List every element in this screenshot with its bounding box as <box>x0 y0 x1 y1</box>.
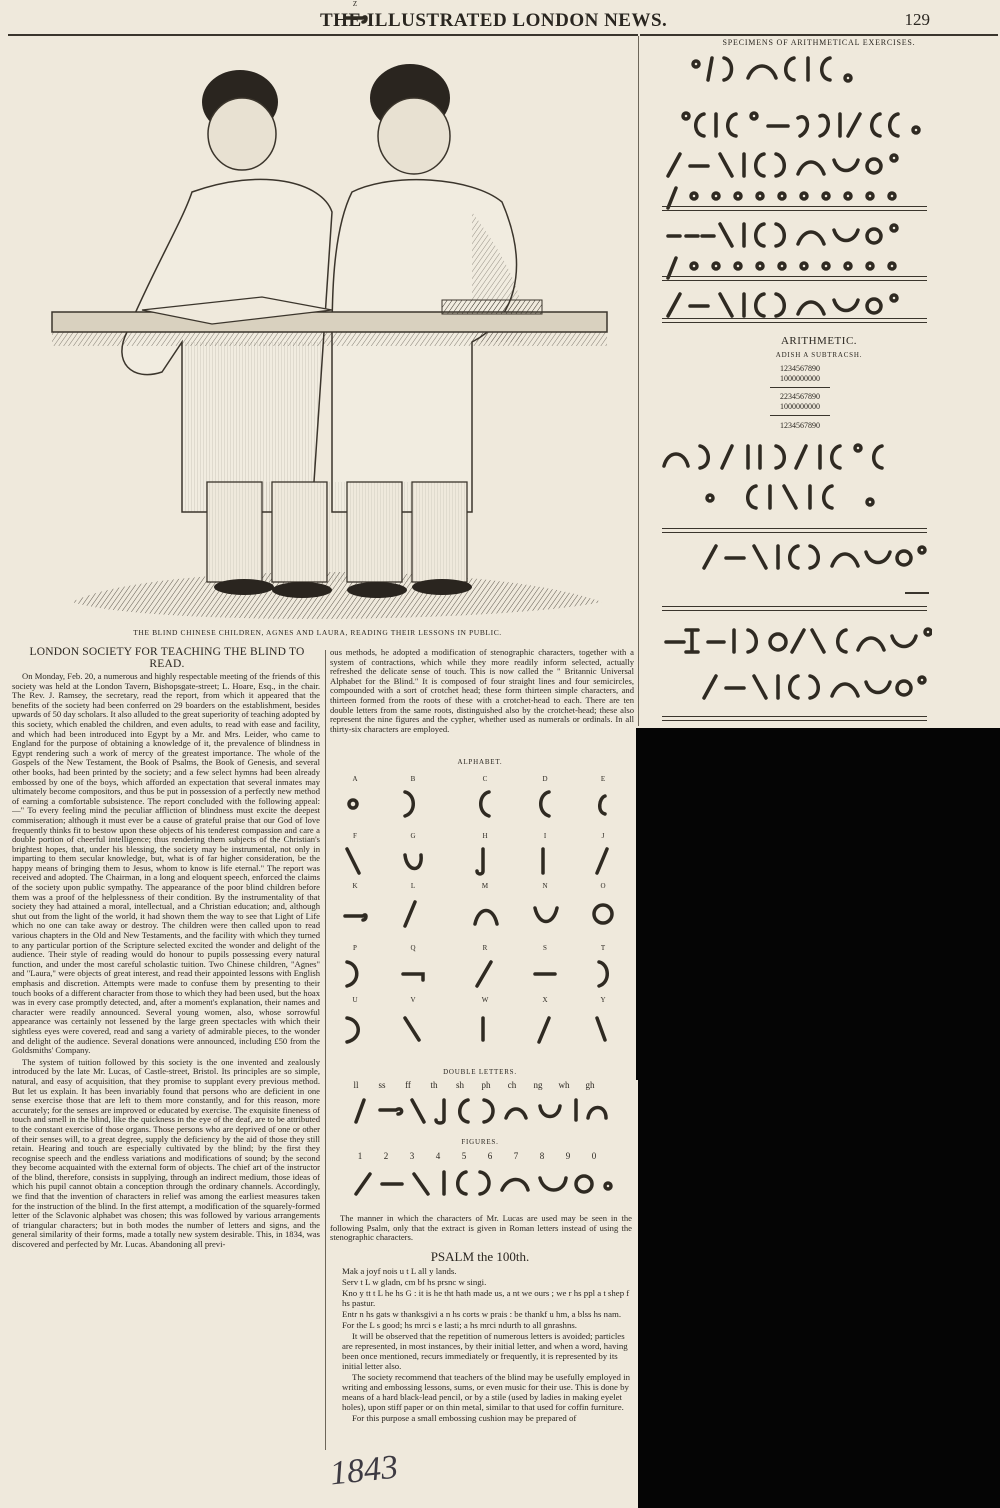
alphabet-letter-label: C <box>482 775 488 783</box>
scan-background <box>636 728 1000 1508</box>
illustration-caption: THE BLIND CHINESE CHILDREN, AGNES AND LAURA, READING THEIR LESSONS IN PUBLIC. <box>133 628 502 637</box>
alphabet-letter-label: W <box>481 996 489 1004</box>
header-rule <box>640 34 998 36</box>
figure-label: 3 <box>409 1151 415 1161</box>
alphabet-letter-label: V <box>410 996 416 1004</box>
exercise-rule <box>662 318 927 323</box>
exercise-rule <box>662 528 927 533</box>
alphabet-glyph <box>343 0 369 37</box>
double-letter-label: ll <box>353 1080 359 1090</box>
exercise-line-1 <box>690 52 890 88</box>
dash-mark <box>905 592 929 594</box>
alphabet-glyph <box>343 845 369 882</box>
alphabet-letter-label: Y <box>600 996 606 1004</box>
double-letter-label: ph <box>481 1080 491 1090</box>
psalm-line: Kno y tt t L he hs G : it is he tht hath made us, a nt we ours ; we r hs ppl a t shep f hs pastur. <box>342 1288 630 1308</box>
number-line: 1234567890 <box>780 364 820 373</box>
column-divider <box>325 650 326 1450</box>
alphabet-letter-label: H <box>482 832 488 840</box>
alphabet-letter-label: B <box>410 775 416 783</box>
figures-title: FIGURES. <box>461 1138 499 1146</box>
number-rule <box>770 387 830 388</box>
alphabet-glyph <box>401 788 427 825</box>
alphabet-letter-label: M <box>481 882 489 890</box>
alphabet-glyph <box>401 1014 427 1051</box>
alphabet-glyph <box>343 898 369 935</box>
article-paragraph: The society recommend that teachers of the blind may be usefully employed in writing and embossing lessons, sums, or even music for their use. This is done by means of a hard black-lead pencil, or by a stile (used by ladies in making eyelet holes), upon stiff paper or on thin metal, similar to that used for coffin furniture. <box>342 1372 630 1412</box>
arithmetic-glyph-line-5 <box>700 670 930 706</box>
psalm-line: Serv t L w gladn, cm bf hs prsnc w singi. <box>342 1277 487 1287</box>
arithmetic-subtitle: ADISH A SUBTRACSH. <box>775 351 863 359</box>
alphabet-letter-label: N <box>542 882 548 890</box>
number-line: 1000000000 <box>780 402 820 411</box>
alphabet-glyph <box>591 958 617 995</box>
alphabet-glyph <box>343 958 369 995</box>
alphabet-glyph <box>473 898 499 935</box>
number-line: 1000000000 <box>780 374 820 383</box>
double-letter-label: ch <box>507 1080 517 1090</box>
alphabet-glyph <box>473 958 499 995</box>
page-number: 129 <box>904 10 930 29</box>
alphabet-glyph <box>533 788 559 825</box>
article-paragraph: On Monday, Feb. 20, a numerous and highly respectable meeting of the friends of this society was held at the London Tavern, Bishopsgate-street; L. Hoare, Esq., in the chair. The Rev. J. Ramsey, the secretary, read the report, from which it appeared that the benefits of the society had been conferred on 29 boarders on the establishment, besides upwards of 50 day scholars. It also alluded to the great superiority of teaching adopted by this society, which enabled the children, and even adults, to read with ease and facility, and which had been introduced into Egypt by a Mr. and Mrs. Leider, who came to England for the purpose of obtaining a knowledge of it, the prevalence of blindness in Egypt rendering such a work of mercy of the greatest importance. The whole of the Gospels of the New Testament, the Book of Psalms, the Book of Genesis, and several other books, had been printed by the society; and a few select hymns had been already embossed by one of the boys, which afforded an expectation that several inmates may ultimately become compositors, and thus be put in possession of a perfectly new method of earning a comfortable subsistence. The report concluded with the following appeal:—" To every feeling mind the peculiar affliction of blindness must excite the deepest commiseration; although it must ever be a cause of grateful praise that our God of love frequently thinks fit to bestow upon these objects of his tenderest compassion and care a double portion of cheerful intelligence; thus rendering them subjects of the Christian's brightest hopes, that, under his blessing, the society may be instrumental, not only in imparting to them secular knowledge, but, what is of far higher consideration, be the happy means of bringing them to Jesus, whom to know is life eternal." The report was received and adopted. The Chairman, in a long and eloquent speech, enforced the claims of the society upon public sympathy. The appearance of the poor blind children before them was a proof of the helplessness of their condition. By the instrumentality of that society they had attained a moral, intellectual, and a Christian education; and, although shut out from the light of the world, it had shown them the way to see that Light of Life which no one can take away or destroy. The children were then called upon to read various chapters in the Old and New Testaments, and the facility with which they turned to any particular portion of the Scripture selected excited the wonder and delight of the audience. Their style of reading would do honour to pupils possessing every natural function, and under the most careful scholastic tuition. Two Chinese children, "Agnes" and "Laura," were objects of great interest, and read their appointed lessons with English emphasis and discretion. Attempts were made to confuse them by presenting to their touch books of a different character from those to which they had been used, but the hoax was in every case promptly detected, and, after a moment's explanation, their names and character were readily announced. Several young women, also, whose sorrowful appearance was certainly not lessened by the large green spectacles with which their sightless eyes were covered, read and sang a variety of admirable pieces, to the wonder and delight of the audience. Several donations were announced, including £50 from the Goldsmiths' Company. <box>12 672 320 1056</box>
alphabet-letter-label: Q <box>410 944 416 952</box>
arithmetic-title: ARITHMETIC. <box>780 335 858 347</box>
header-rule <box>8 34 638 36</box>
alphabet-glyph <box>533 845 559 882</box>
alphabet-letter-label: J <box>601 832 605 840</box>
double-letter-label: ss <box>378 1080 386 1090</box>
alphabet-glyph <box>473 845 499 882</box>
article-paragraph: For this purpose a small embossing cushion may be prepared of <box>352 1413 577 1423</box>
alphabet-letter-label: G <box>410 832 416 840</box>
article-headline: LONDON SOCIETY FOR TEACHING THE BLIND TO READ. <box>29 646 305 670</box>
alphabet-letter-label: T <box>600 944 606 952</box>
double-letters-glyphs <box>350 1096 610 1126</box>
alphabet-letter-label: I <box>543 832 547 840</box>
double-letter-label: wh <box>558 1080 570 1090</box>
arithmetic-glyph-line-1 <box>660 440 940 476</box>
exercise-rule <box>662 276 927 281</box>
masthead <box>0 6 1000 34</box>
alphabet-letter-label: E <box>600 775 606 783</box>
figure-label: 1 <box>357 1151 363 1161</box>
alphabet-letter-label: D <box>542 775 548 783</box>
alphabet-letter-label: U <box>352 996 358 1004</box>
figure-label: 2 <box>383 1151 389 1161</box>
alphabet-letter-label: L <box>410 882 416 890</box>
double-letter-label: ff <box>405 1080 411 1090</box>
figure-label: 0 <box>591 1151 597 1161</box>
double-letter-label: th <box>430 1080 438 1090</box>
number-rule <box>770 415 830 416</box>
alphabet-letter-label: F <box>353 832 357 840</box>
alphabet-glyph <box>533 1014 559 1051</box>
psalm-line: Entr n hs gats w thanksgivi a n hs corts w prais : be thankf u hm, a blss hs nam. <box>342 1309 622 1319</box>
figure-label: 9 <box>565 1151 571 1161</box>
alphabet-glyph <box>533 898 559 935</box>
article-column-2 <box>330 648 634 748</box>
arithmetic-glyph-line-2 <box>700 480 900 516</box>
arithmetic-glyph-line-4 <box>662 624 932 660</box>
alphabet-letter-label: X <box>542 996 548 1004</box>
number-line: 1234567890 <box>780 421 820 430</box>
psalm-line: For the L s good; hs mrci s e lasti; a hs mrci ndurth to all gnrashns. <box>342 1320 577 1330</box>
psalm-text <box>342 1266 634 1424</box>
exercise-glyph-line <box>664 178 924 219</box>
alphabet-letter-label: R <box>482 944 488 952</box>
figure-label: 7 <box>513 1151 519 1161</box>
figure-label: 4 <box>435 1151 441 1161</box>
article-paragraph: ous methods, he adopted a modification of stenographic characters, together with a system of contractions, which while they more readily inform selected, actually refreshed the delicate sense of touch. This is now called the " Britannic Universal Alphabet for the Blind." It is composed of four straight lines and four semicircles, compounded with a sort of crotchet head; these form thirteen simple characters, and thirteen formed from the roots of these with a crotchet-head to each. There are ten double letters from the same roots, distinguished also by the crotchet-head; these also represent the nine figures and the cypher, whether used as numerals or ordinals. In all thirty-six characters are employed. <box>330 648 634 734</box>
alphabet-glyph <box>591 1014 617 1051</box>
article-paragraph: It will be observed that the repetition of numerous letters is avoided; particles are represented, in most instances, by their initial letter, and when a word, having been once mentioned, recurs immediately or frequently, it is represented by its initial letter also. <box>342 1331 628 1371</box>
double-letter-label: gh <box>585 1080 595 1090</box>
figures-glyphs <box>352 1168 616 1198</box>
number-line: 2234567890 <box>780 392 820 401</box>
alphabet-glyph <box>401 958 427 995</box>
exercise-glyph-line <box>664 248 924 289</box>
alphabet-glyph <box>533 958 559 995</box>
psalm-line: Mak a joyf nois u t L all y lands. <box>342 1266 457 1276</box>
alphabet-letter-label: Z <box>352 0 358 8</box>
alphabet-letter-label: A <box>352 775 358 783</box>
figure-label: 6 <box>487 1151 493 1161</box>
alphabet-glyph <box>591 898 617 935</box>
alphabet-glyph <box>401 845 427 882</box>
article-paragraph: The system of tuition followed by this society is the one invented and zealously introduced by the late Mr. Lucas, of Castle-street, Bristol. Its principles are so simple, natural, and easy of acquisition, that they promise to supplant every previous method. But let us explain. It has been invariably found that persons who are deficient in one sense exercise those that are left to them more constantly, and for this reason, more accurately; for the senses are improved or educated by exercise. The exquisite fineness of touch and smell in the blind, like the quickness in the eye of the deaf, are to be attributed to the constant exercise of those organs. Those persons who are deprived of one or other of their senses will, to a great degree, supply the deficiency by the aid of those they still retain. Hearing and touch are especially cultivated by the blind; by the first they recognise speech and the endless variations and modifications of sound; by the second they become acquainted with the external form of objects. The chief art of the instructor of the blind, therefore, consists in supplying, through an indirect medium, those ideas of which his pupil cannot obtain a conception through the ordinary channels. Accordingly, we find that the invention of characters in relief was among the earliest measures taken for the instruction of the blind. In the first attempt, a modification of the squarely-formed letter of the Sclavonic alphabet was chosen; this was followed by various arrangements of triangular characters; but in both modes the number of letters and signs, and the general similarity of their forms, made a totally new system desirable. This, in 1834, was discovered and perfected by Mr. Lucas. Abandoning all previ- <box>12 1056 320 1250</box>
arithmetic-glyph-line-3 <box>700 540 930 576</box>
arithmetic-panel-title: SPECIMENS OF ARITHMETICAL EXERCISES. <box>722 38 916 47</box>
exercise-rule <box>662 206 927 211</box>
article-column-1 <box>12 672 320 1448</box>
double-letters-title: DOUBLE LETTERS. <box>443 1068 517 1076</box>
double-letter-label: ng <box>533 1080 543 1090</box>
alphabet-title: ALPHABET. <box>457 758 503 766</box>
figure-label: 5 <box>461 1151 467 1161</box>
alphabet-glyph <box>401 898 427 935</box>
column-divider <box>638 36 639 726</box>
exercise-rule <box>662 606 927 611</box>
alphabet-glyph <box>343 1014 369 1051</box>
exercise-rule <box>662 716 927 721</box>
alphabet-letter-label: K <box>352 882 358 890</box>
double-letter-label: sh <box>455 1080 464 1090</box>
engraving-blind-children <box>32 42 622 624</box>
figure-label: 8 <box>539 1151 545 1161</box>
handwritten-date: 1843 <box>328 1448 400 1493</box>
exercise-line-2 <box>680 108 930 144</box>
alphabet-glyph <box>591 845 617 882</box>
masthead-title: THE ILLUSTRATED LONDON NEWS. <box>320 10 668 31</box>
alphabet-letter-label: P <box>353 944 357 952</box>
alphabet-letter-label: S <box>543 944 547 952</box>
alphabet-glyph <box>473 1014 499 1051</box>
alphabet-letter-label: O <box>600 882 606 890</box>
alphabet-glyph <box>591 788 617 825</box>
psalm-title: PSALM the 100th. <box>430 1249 530 1264</box>
article-paragraph: The manner in which the characters of Mr. Lucas are used may be seen in the following Psalm, only that the extract is given in Roman letters instead of using the stenographic characters. <box>330 1214 632 1243</box>
alphabet-glyph <box>473 788 499 825</box>
alphabet-glyph <box>343 788 369 825</box>
